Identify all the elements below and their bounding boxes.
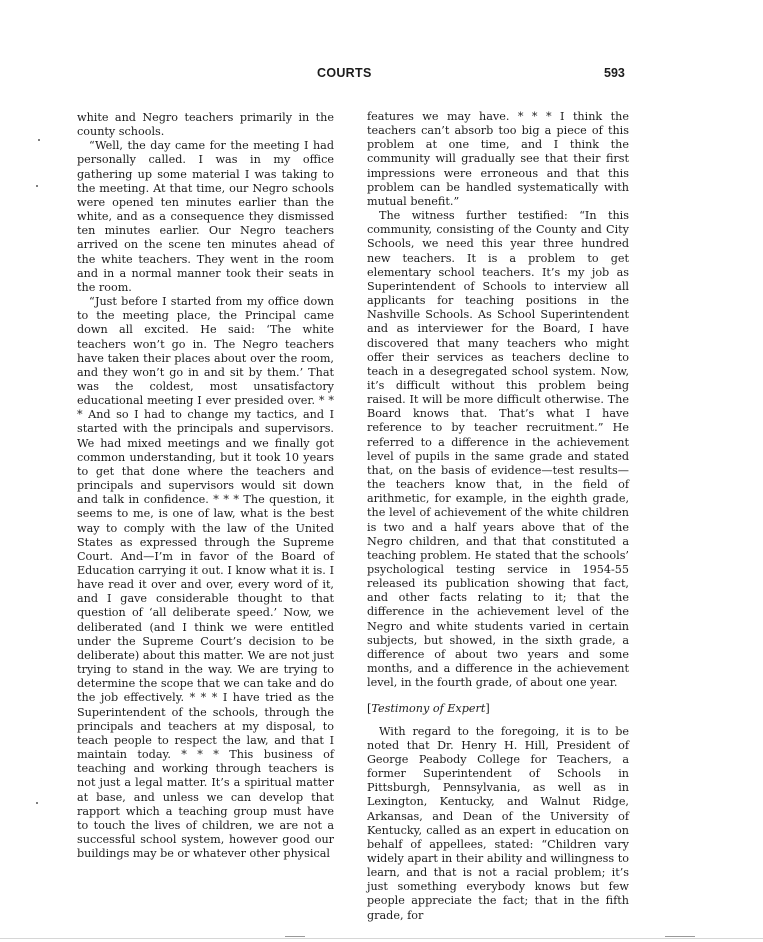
subheading-close-bracket: ] <box>485 702 490 716</box>
right-paragraph-2: The witness further testified: “In this community, consisting of the County and City Schools, we need this year three hundred new teachers. It is a problem to get elementary school teachers. It’s my job as Superintendent of Schools to interview all applicants for teaching positions in the Nashville Schools. As School Superintendent and as interviewer for the Board, I have discovered that many teachers who might offer their services as teachers decline to teach in a desegregated school system. Now, it’s difficult without this problem being raised. It will be more difficult otherwise. The Board knows that. That’s what I have reference to by teacher recruitment.” He referred to a difference in the achievement level of pupils in the same grade and stated that, on the basis of evidence—test results—the teachers know that, in the field of arithmetic, for example, in the eighth grade, the level of achievement of the white children is two and a half years above that of the Negro children, and that that constituted a teaching problem. He stated that the schools’ psychological testing service in 1954-55 released its publication showing that fact, and other facts relating to it; that the difference in the achievement level of the Negro and white students varied in certain subjects, but showed, in the sixth grade, a difference of about two years and some months, and a difference in the achievement level, in the fourth grade, of about one year. <box>367 209 629 690</box>
scan-speck <box>36 185 38 187</box>
subheading-text: Testimony of Expert <box>371 702 486 716</box>
right-quote-continuation: features we may have. * * * I think the teachers can’t absorb too big a piece of this problem at one time, and I think the community will gradually see that their first impressions were erroneous and that this problem can be handled systematically with mutual benefit.” <box>367 110 629 208</box>
scan-edge-line-bottom-right <box>665 936 695 937</box>
subheading-open-bracket: [ <box>367 702 372 716</box>
scan-edge-line-bottom <box>0 938 763 939</box>
page-header <box>0 66 763 86</box>
left-paragraph-1: white and Negro teachers primarily in the county schools. <box>77 111 334 139</box>
right-column <box>367 110 629 923</box>
left-paragraph-2: “Well, the day came for the meeting I had personally called. I was in my office gathering up some material I was taking to the meeting. At that time, our Negro schools were opened ten minutes earlier than the white, and as a consequence they dismissed ten minutes earlier. Our Negro teachers arrived on the scene ten minutes ahead of the white teachers. They went in the room and in a normal manner took their seats in the room. <box>77 139 334 294</box>
scan-edge-line-bottom-short <box>285 936 305 937</box>
scan-speck <box>38 139 40 141</box>
left-paragraph-3: “Just before I started from my office down to the meeting place, the Principal came down all excited. He said: ‘The white teachers won’t go in. The Negro teachers have taken their places about over the room, and they won’t go in and sit by them.’ That was the coldest, most unsatisfactory educational meeting I ever presided over. * * * And so I had to change my tactics, and I started with the principals and supervisors. We had mixed meetings and we finally got common understanding, but it took 10 years to get that done where the teachers and principals and supervisors would sit down and talk in confidence. * * * The question, it seems to me, is one of law, what is the best way to comply with the law of the United States as expressed through the Supreme Court. And—I’m in favor of the Board of Education carrying it out. I know what it is. I have read it over and over, every word of it, and I gave considerable thought to that question of ‘all deliberate speed.’ Now, we deliberated (and I think we were entitled under the Supreme Court’s decision to be deliberate) about this matter. We are not just trying to stand in the way. We are trying to determine the scope that we can take and do the job effectively. * * * I have tried as the Superintendent of the schools, through the principals and teachers at my disposal, to teach people to respect the law, and that I maintain today. * * * This business of teaching and working through teachers is not just a legal matter. It’s a spiritual matter at base, and unless we can develop that rapport which a teaching group must have to touch the lives of children, we are not a successful school system, however good our buildings may be or whatever other physical <box>77 295 334 861</box>
left-column <box>77 111 334 861</box>
page-number: 593 <box>604 66 625 80</box>
section-subheading <box>367 702 629 716</box>
running-head: COURTS <box>317 66 372 80</box>
scan-speck <box>36 802 38 804</box>
right-paragraph-3: With regard to the foregoing, it is to be noted that Dr. Henry H. Hill, President of George Peabody College for Teachers, a former Superintendent of Schools in Pittsburgh, Pennsylvania, as well as in Lexington, Kentucky, and Walnut Ridge, Arkansas, and Dean of the University of Kentucky, called as an expert in education on behalf of appellees, stated: “Children vary widely apart in their ability and willingness to learn, and that is not a racial problem; it’s just something everybody knows but few people appreciate the fact; that in the fifth grade, for <box>367 724 629 922</box>
